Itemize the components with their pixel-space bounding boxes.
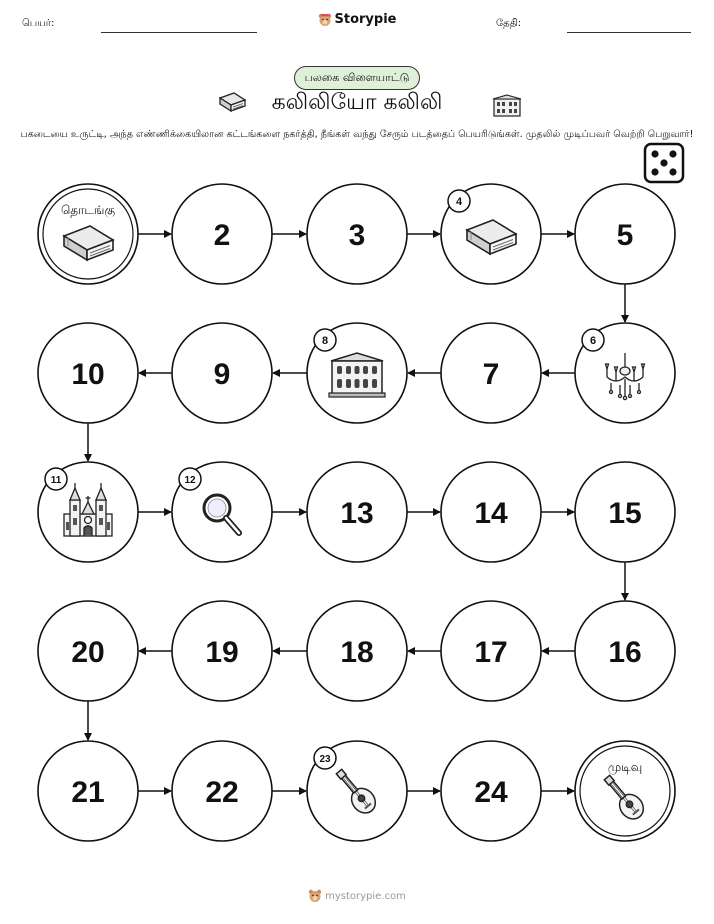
board-space-22 [172, 741, 272, 841]
space-number: 16 [608, 636, 642, 669]
space-number: 7 [482, 358, 500, 391]
board-space-17 [441, 601, 541, 701]
space-number: 5 [616, 219, 634, 252]
board-space-23 [307, 741, 407, 841]
name-label: பெயர்: [22, 18, 55, 29]
board-space-18 [307, 601, 407, 701]
board-space-2 [172, 184, 272, 284]
board-space-4 [441, 184, 541, 284]
space-number: 14 [474, 497, 508, 530]
board-space-10 [38, 323, 138, 423]
board-space-13 [307, 462, 407, 562]
game-type-badge: பலகை விளையாட்டு [294, 66, 420, 90]
space-number: 19 [205, 636, 239, 669]
space-number: 20 [71, 636, 105, 669]
space-number: 18 [340, 636, 374, 669]
board-space-15 [575, 462, 675, 562]
board-space-7 [441, 323, 541, 423]
footer [0, 889, 714, 903]
board-space-14 [441, 462, 541, 562]
instructions: பகடையை உருட்டி, அந்த எண்ணிக்கையிலான கட்டங்களை நகர்த்தி, நீங்கள் வந்து சேரும் படத்தைப் பெயரிடுங்கள். முதலில் முடிப்பவர் வெற்றி பெறுவார்! [20, 129, 694, 140]
palace-icon [329, 353, 385, 397]
board-space-11 [38, 462, 138, 562]
board-space-3 [307, 184, 407, 284]
board-space-12 [172, 462, 272, 562]
finish-label: முடிவு [607, 760, 643, 774]
footer-url: mystorypie.com [325, 891, 406, 902]
space-number: 13 [340, 497, 374, 530]
space-number-badge: 12 [184, 475, 196, 486]
board-space-6 [575, 323, 675, 423]
brand-name: Storypie [334, 12, 397, 27]
board-space-16 [575, 601, 675, 701]
start-label: தொடங்கு [60, 203, 116, 217]
space-number-badge: 6 [589, 335, 597, 347]
space-number: 24 [474, 776, 508, 809]
space-number-badge: 11 [50, 475, 62, 486]
board-space-9 [172, 323, 272, 423]
space-number: 10 [71, 358, 105, 391]
bear-logo-icon [308, 889, 322, 903]
space-number-badge: 23 [319, 754, 331, 765]
space-number-badge: 4 [455, 196, 463, 208]
space-number: 15 [608, 497, 642, 530]
finish-space [575, 741, 675, 841]
board-space-19 [172, 601, 272, 701]
space-number: 22 [205, 776, 239, 809]
space-number: 21 [71, 776, 105, 809]
board-space-21 [38, 741, 138, 841]
board-space-5 [575, 184, 675, 284]
board-space-20 [38, 601, 138, 701]
start-space [38, 184, 138, 284]
space-number-badge: 8 [321, 335, 329, 347]
date-label: தேதி: [496, 18, 522, 29]
space-number: 9 [213, 358, 231, 391]
space-number: 17 [474, 636, 508, 669]
space-number: 3 [348, 219, 366, 252]
space-number: 2 [213, 219, 231, 252]
board-space-8 [307, 323, 407, 423]
page-title: கலிலியோ கலிலி [271, 90, 443, 115]
board-space-24 [441, 741, 541, 841]
